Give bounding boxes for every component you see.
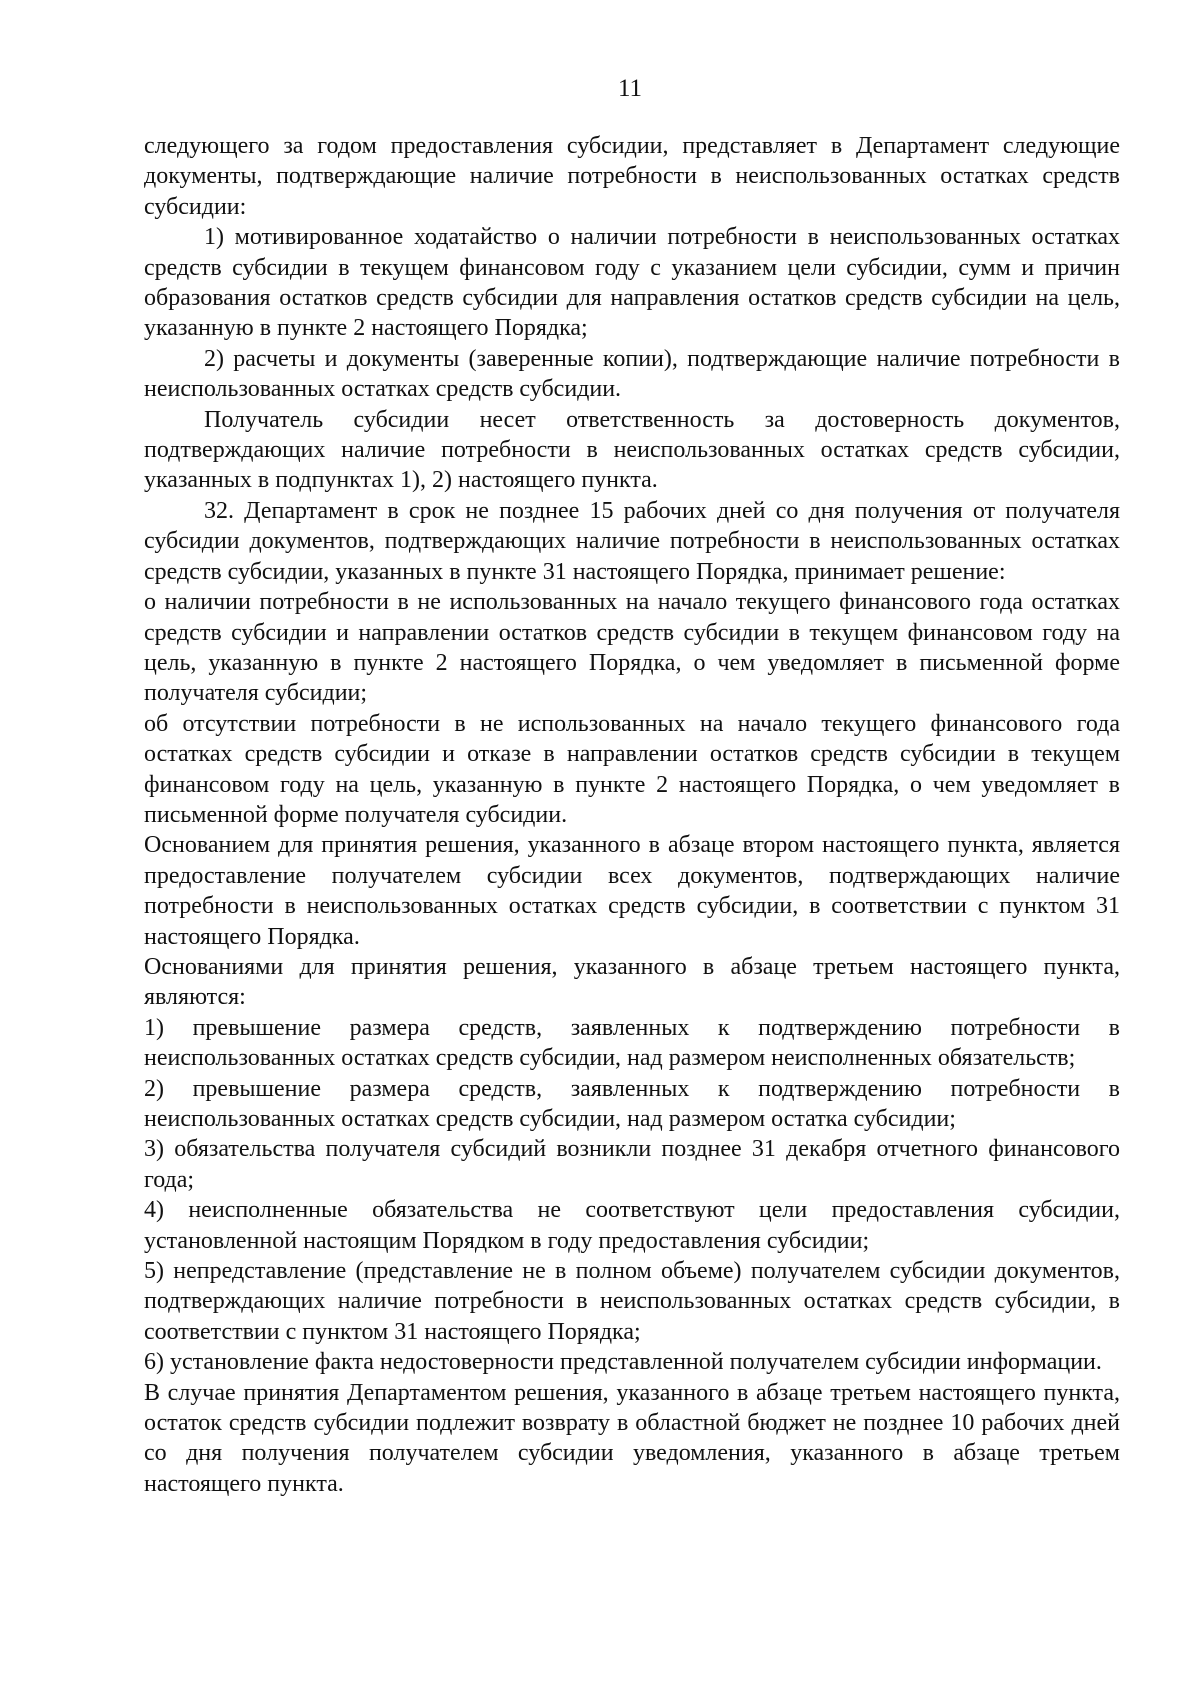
paragraph: следующего за годом предоставления субсидии, представляет в Департамент следующие документы, подтверждающие наличие потребности в неиспользованных остатках средств субсидии:: [144, 133, 1120, 220]
paragraph: 4) неисполненные обязательства не соответствуют цели предоставления субсидии, установленной настоящим Порядком в году предоставления субсидии;: [144, 1197, 1120, 1254]
paragraph: 1) мотивированное ходатайство о наличии потребности в неиспользованных остатках средств субсидии в текущем финансовом году с указанием цели субсидии, сумм и причин образования остатков средств субсидии для направления остатков средств субсидии на цель, указанную в пункте 2 настоящего Порядка;: [144, 224, 1120, 342]
page-number: 11: [617, 75, 643, 102]
paragraph: о наличии потребности в не использованных на начало текущего финансового года остатках средств субсидии и направлении остатков средств субсидии в текущем финансовом году на цель, указанную в пункте 2 настоящего Порядка, о чем уведомляет в письменной форме получателя субсидии;: [144, 589, 1120, 707]
paragraph: 2) расчеты и документы (заверенные копии), подтверждающие наличие потребности в неиспользованных остатках средств субсидии.: [144, 345, 1120, 403]
paragraph: 2) превышение размера средств, заявленных к подтверждению потребности в неиспользованных остатках средств субсидии, над размером остатка субсидии;: [144, 1075, 1120, 1132]
paragraph: В случае принятия Департаментом решения, указанного в абзаце третьем настоящего пункта, остаток средств субсидии подлежит возврату в областной бюджет не позднее 10 рабочих дней со дня получения получателем субсидии уведомления, указанного в абзаце третьем настоящего пункта.: [144, 1379, 1120, 1497]
paragraph: 3) обязательства получателя субсидий возникли позднее 31 декабря отчетного финансового года;: [144, 1136, 1120, 1193]
paragraph: Основанием для принятия решения, указанного в абзаце втором настоящего пункта, является предоставление получателем субсидии всех документов, подтверждающих наличие потребности в неиспользованных остатках средств субсидии, в соответствии с пунктом 31 настоящего Порядка.: [144, 832, 1120, 950]
paragraph: Основаниями для принятия решения, указанного в абзаце третьем настоящего пункта, являются:: [144, 953, 1120, 1011]
paragraph: 5) непредставление (представление не в полном объеме) получателем субсидии документов, подтверждающих наличие потребности в неиспользованных остатках средств субсидии, в соответствии с пунктом 31 настоящего Порядка;: [144, 1258, 1120, 1345]
paragraph: 32. Департамент в срок не позднее 15 рабочих дней со дня получения от получателя субсидии документов, подтверждающих наличие потребности в неиспользованных остатках средств субсидии, указанных в пункте 31 настоящего Порядка, принимает решение:: [144, 497, 1120, 585]
paragraph: Получатель субсидии несет ответственность за достоверность документов, подтверждающих наличие потребности в неиспользованных остатках средств субсидии, указанных в подпунктах 1), 2) настоящего пункта.: [144, 406, 1120, 494]
paragraph: 6) установление факта недостоверности представленной получателем субсидии информации.: [144, 1349, 1102, 1376]
document-body: [144, 131, 1120, 1499]
paragraph: об отсутствии потребности в не использованных на начало текущего финансового года остатках средств субсидии и отказе в направлении остатков средств субсидии в текущем финансовом году на цель, указанную в пункте 2 настоящего Порядка, о чем уведомляет в письменной форме получателя субсидии.: [144, 710, 1120, 828]
paragraph: 1) превышение размера средств, заявленных к подтверждению потребности в неиспользованных остатках средств субсидии, над размером неисполненных обязательств;: [144, 1014, 1120, 1072]
